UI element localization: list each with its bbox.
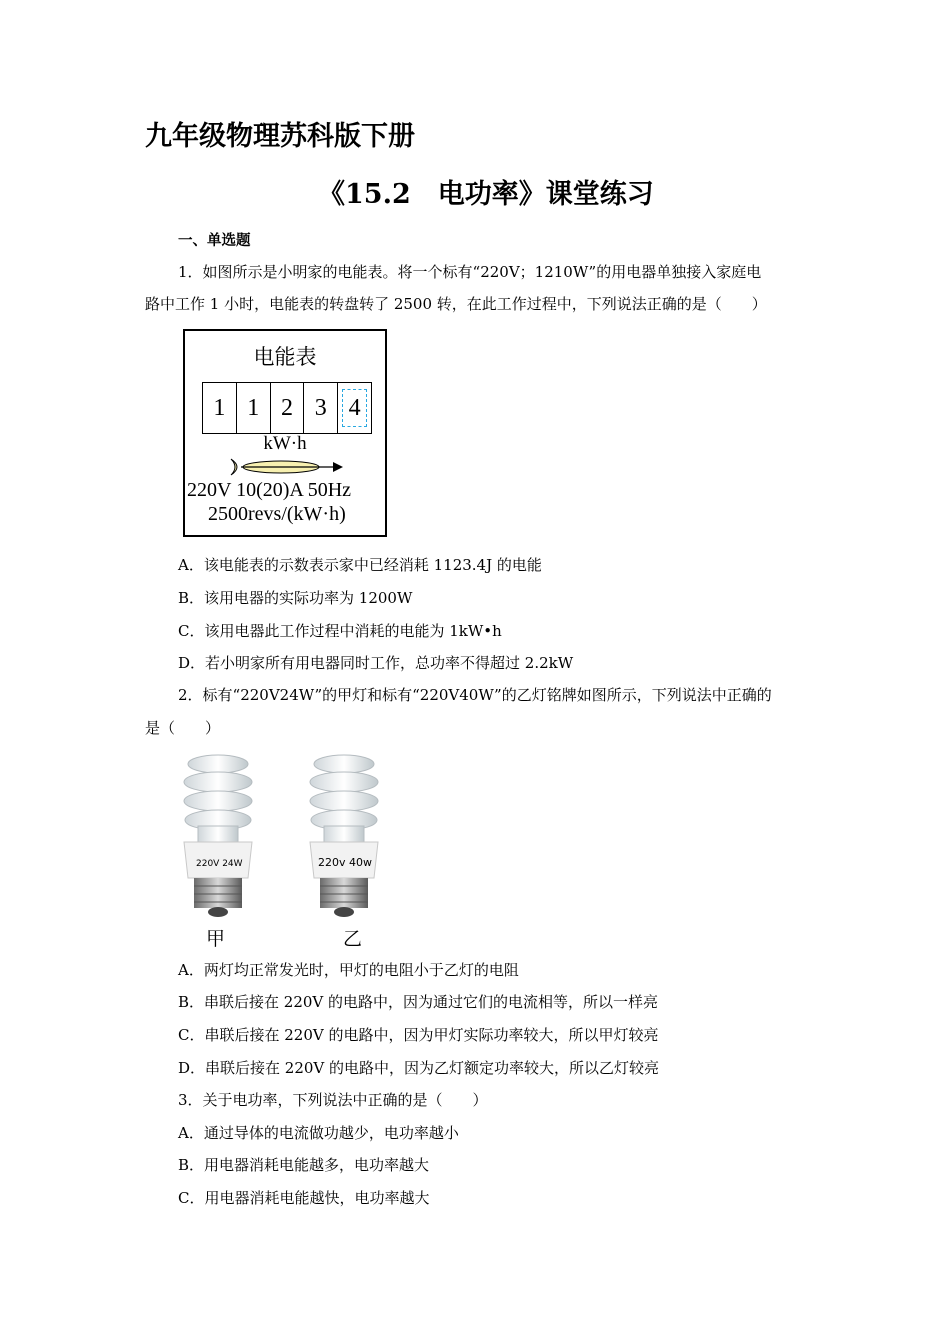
question-1-option-c: C．该用电器此工作过程中消耗的电能为 1kW•h [178, 622, 502, 640]
meter-digit: 1 [237, 383, 271, 433]
meter-revs: 2500revs/(kW·h) [208, 503, 346, 525]
question-1-stem-cont: 路中工作 1 小时，电能表的转盘转了 2500 转，在此工作过程中，下列说法正确的是（ ） [145, 295, 767, 313]
question-1-stem: 1．如图所示是小明家的电能表。将一个标有“220V；1210W”的用电器单独接入家庭电 [178, 263, 762, 281]
lesson-title: 《15.2 电功率》课堂练习 [318, 179, 654, 210]
question-1-option-d: D．若小明家所有用电器同时工作，总功率不得超过 2.2kW [178, 654, 574, 672]
question-1-option-a: A．该电能表的示数表示家中已经消耗 1123.4J 的电能 [178, 556, 542, 574]
question-2-option-c: C．串联后接在 220V 的电路中，因为甲灯实际功率较大，所以甲灯较亮 [178, 1026, 659, 1044]
bulb-yi-label: 220v 40w [318, 856, 372, 869]
bulb-jia-caption: 甲 [206, 928, 226, 950]
bulb-yi-caption: 乙 [343, 928, 363, 950]
meter-digit-decimal: 4 [338, 383, 371, 433]
page-title: 九年级物理苏科版下册 [145, 121, 415, 152]
question-2-option-b: B．串联后接在 220V 的电路中，因为通过它们的电流相等，所以一样亮 [178, 993, 659, 1011]
meter-digit: 1 [203, 383, 237, 433]
question-3-option-b: B．用电器消耗电能越多，电功率越大 [178, 1156, 430, 1174]
meter-spec: 220V 10(20)A 50Hz [187, 479, 352, 501]
bulb-jia-icon [174, 752, 264, 920]
question-2-stem: 2．标有“220V24W”的甲灯和标有“220V40W”的乙灯铭牌如图所示，下列说法中正确的 [178, 686, 772, 704]
meter-digit: 2 [271, 383, 305, 433]
question-2-option-a: A．两灯均正常发光时，甲灯的电阻小于乙灯的电阻 [178, 961, 519, 979]
question-3-stem: 3．关于电功率，下列说法中正确的是（ ） [178, 1091, 488, 1109]
meter-digit: 3 [304, 383, 338, 433]
question-2-stem-cont: 是（ ） [145, 719, 221, 737]
bulb-yi-icon [298, 752, 388, 920]
question-3-option-c: C．用电器消耗电能越快，电功率越大 [178, 1189, 430, 1207]
question-1-option-b: B．该用电器的实际功率为 1200W [178, 589, 413, 607]
electric-meter-figure [183, 329, 387, 537]
question-2-option-d: D．串联后接在 220V 的电路中，因为乙灯额定功率较大，所以乙灯较亮 [178, 1059, 660, 1077]
section-heading: 一、单选题 [178, 232, 251, 249]
question-3-option-a: A．通过导体的电流做功越少，电功率越小 [178, 1124, 459, 1142]
bulb-jia-label: 220V 24W [196, 859, 243, 869]
rotor-arrow-icon [229, 456, 349, 478]
meter-title: 电能表 [253, 345, 317, 369]
meter-unit: kW·h [263, 433, 307, 454]
meter-digits [202, 382, 372, 434]
